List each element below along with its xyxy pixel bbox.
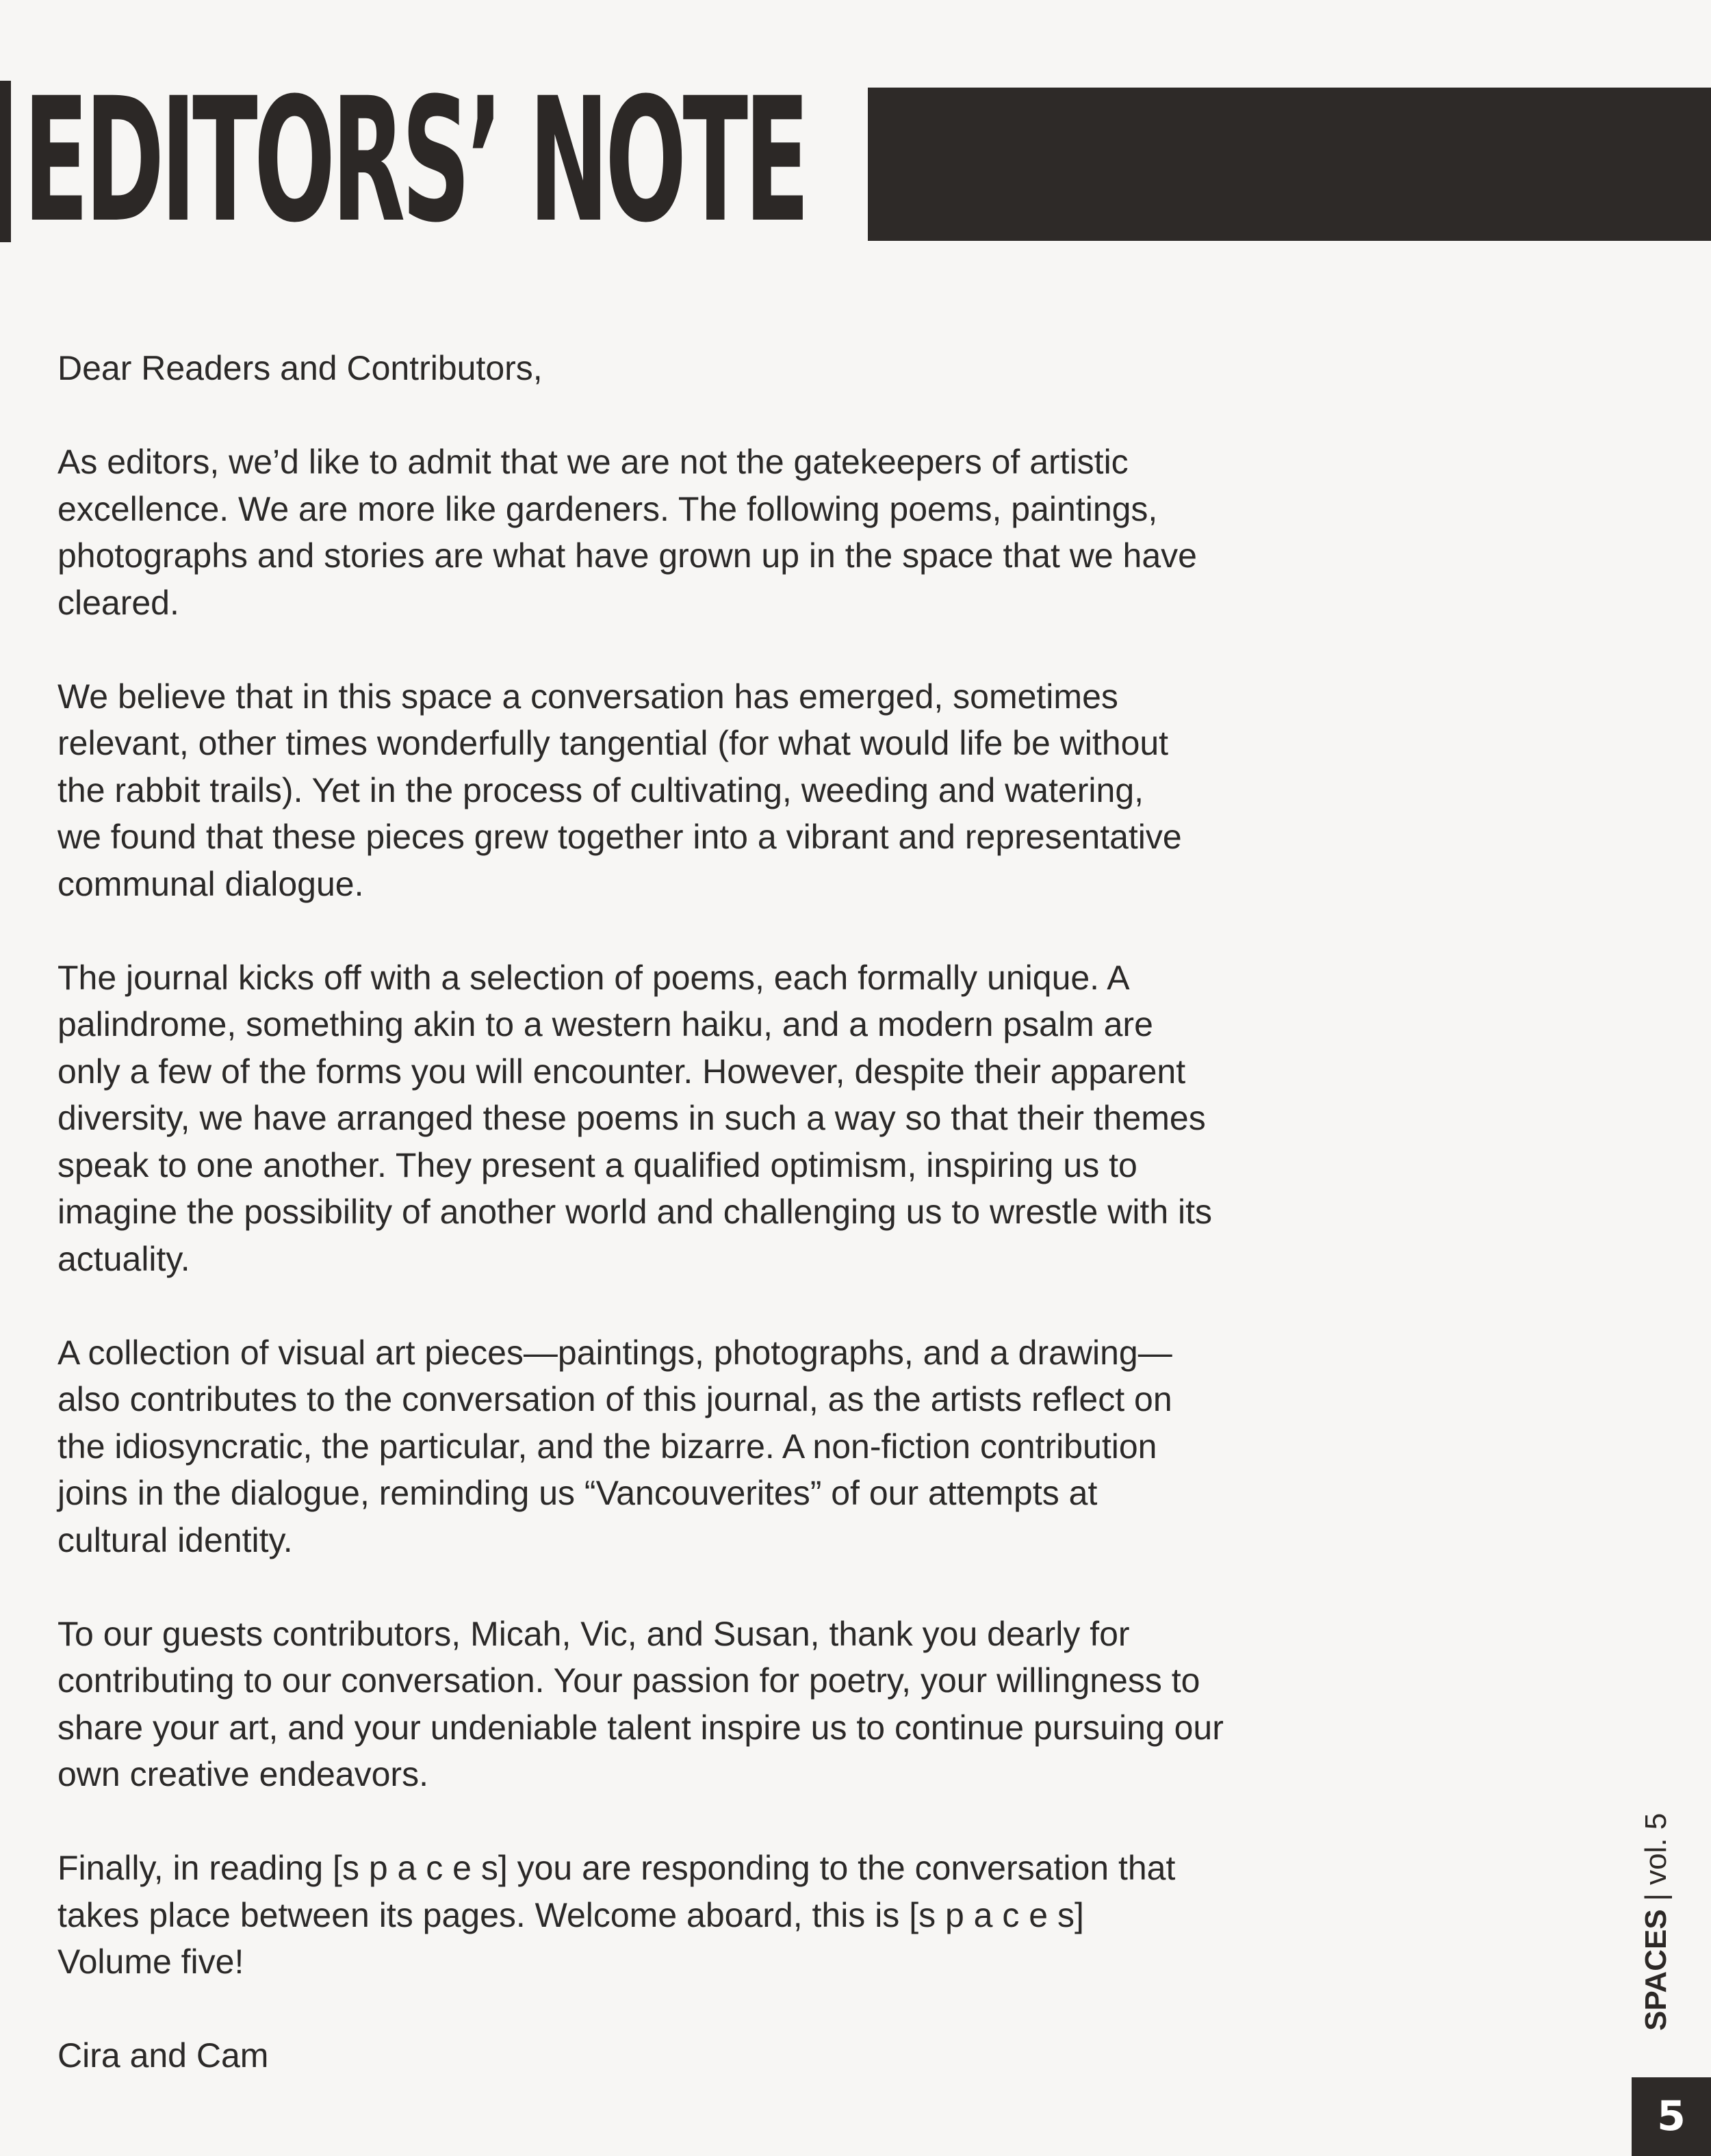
page-number: 5 xyxy=(1632,2077,1711,2156)
signature: Cira and Cam xyxy=(57,2036,269,2075)
volume-label: vol. 5 xyxy=(1639,1813,1673,1885)
paragraph: A collection of visual art pieces—paintings, photographs, and a drawing— also contributes to the conversation of this journal, as the artists reflect on the idiosyncratic, the particular, and the bizarre. A non-fiction contribution joins in the dialogue, reminding us “Vancouverites” of our attempts at cultural identity. xyxy=(57,1333,1172,1559)
journal-name: SPACES xyxy=(1639,1909,1673,2031)
paragraph: As editors, we’d like to admit that we are not the gatekeepers of artistic excellence. We are more like gardeners. The following poems, paintings, photographs and stories are what have grown up in the space that we have cleared. xyxy=(57,443,1197,622)
paragraph: To our guests contributors, Micah, Vic, and Susan, thank you dearly for contributing to our conversation. Your passion for poetry, your willingness to share your art, and your undeniable talent inspire us to continue pursuing our own creative endeavors. xyxy=(57,1614,1224,1793)
heading-left-bar xyxy=(0,81,11,242)
paragraph: We believe that in this space a conversation has emerged, sometimes relevant, other times wonderfully tangential (for what would life be without the rabbit trails). Yet in the process of cultivating, weeding and watering, we found that these pieces grew together into a vibrant and representative communal dialogue. xyxy=(57,677,1182,903)
running-head xyxy=(1637,1813,1675,2031)
heading-band xyxy=(868,88,1711,241)
running-head-separator: | xyxy=(1639,1893,1673,1901)
paragraph: Finally, in reading [s p a c e s] you are responding to the conversation that takes place between its pages. Welcome aboard, this is [s p a c e s] Volume five! xyxy=(57,1849,1176,1981)
salutation: Dear Readers and Contributors, xyxy=(57,349,543,387)
page-title: EDITORS’ NOTE xyxy=(23,61,806,260)
paragraph: The journal kicks off with a selection of poems, each formally unique. A palindrome, something akin to a western haiku, and a modern psalm are only a few of the forms you will encounter. However, despite their apparent diversity, we have arranged these poems in such a way so that their themes speak to one another. They present a qualified optimism, inspiring us to imagine the possibility of another world and challenging us to wrestle with its actuality. xyxy=(57,958,1213,1278)
letter-body xyxy=(57,345,1399,2079)
